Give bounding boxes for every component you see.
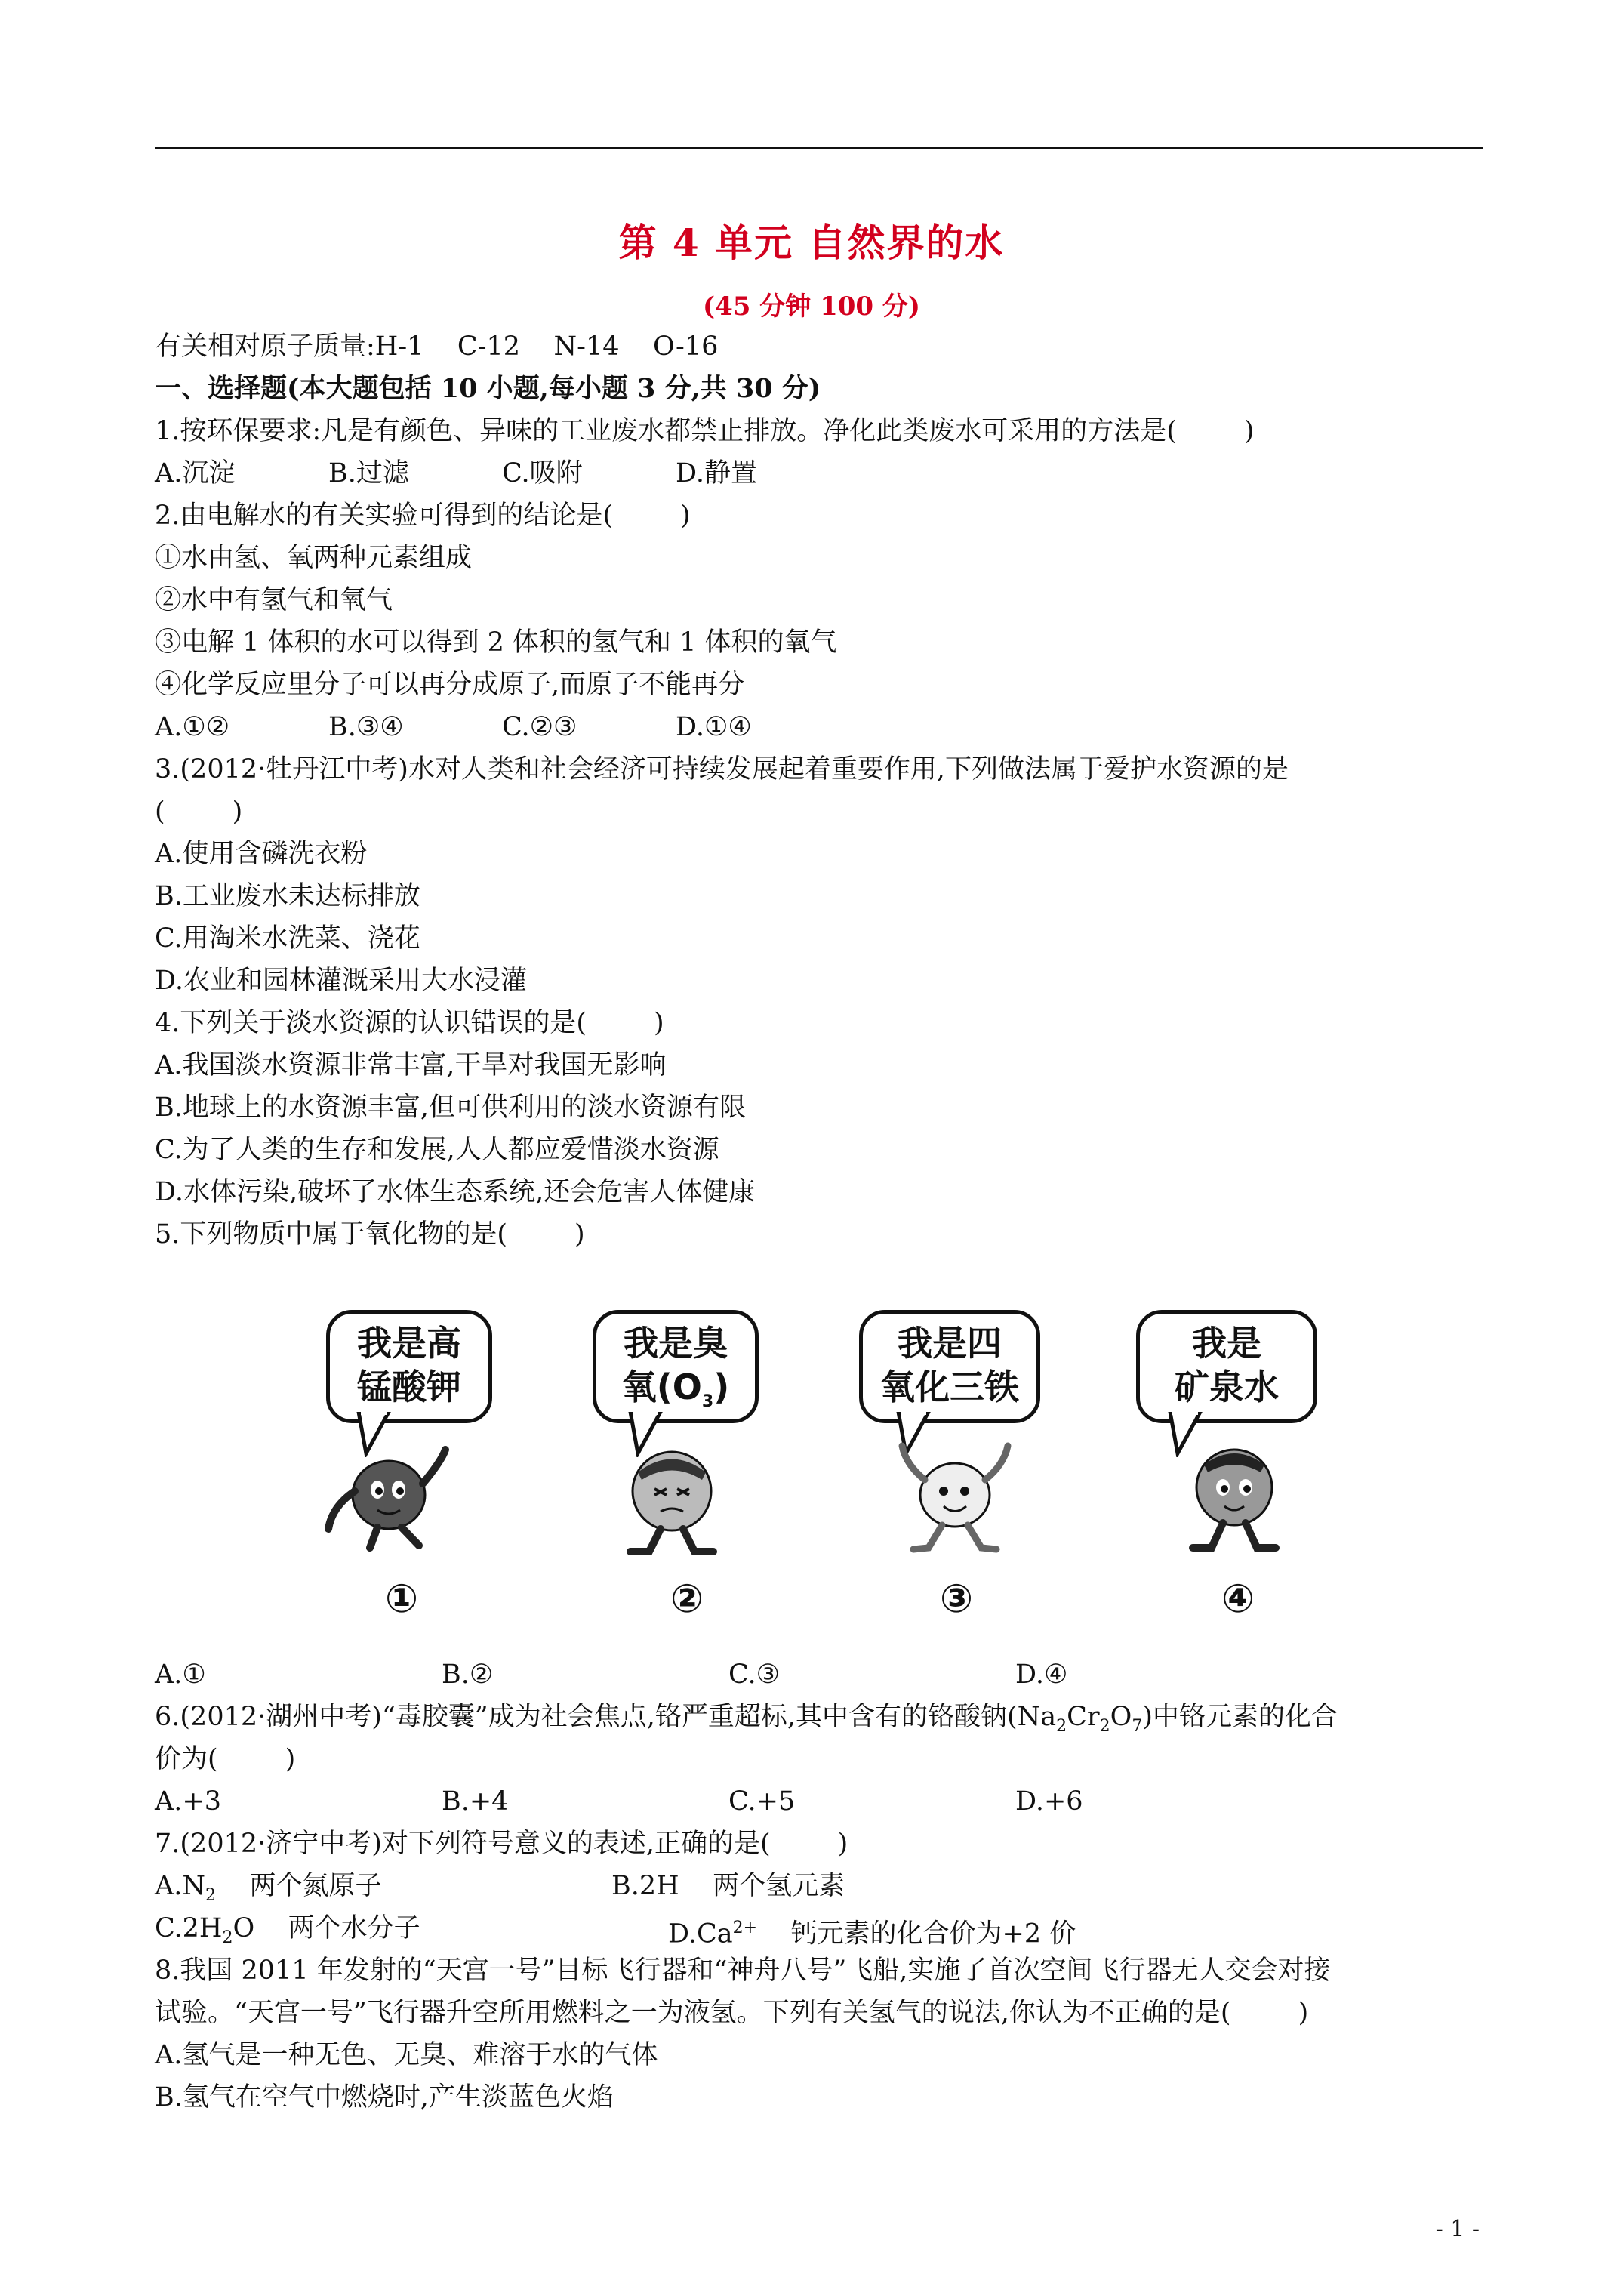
cartoon-character-4 <box>1170 1438 1298 1552</box>
page-number: - 1 - <box>1435 2216 1480 2242</box>
q3-option-b: B.工业废水未达标排放 <box>155 881 420 911</box>
q7-d-sup: 2+ <box>732 1918 758 1937</box>
question-7-stem: 7.(2012·济宁中考)对下列符号意义的表述,正确的是( ) <box>155 1829 848 1859</box>
q1-option-b: B.过滤 <box>328 458 409 488</box>
bubble-4-line-1: 我是 <box>1192 1323 1261 1364</box>
q6-sub-3: 7 <box>1132 1717 1143 1736</box>
q5-option-c: C.③ <box>728 1660 781 1690</box>
figure-label-1: ① <box>385 1576 419 1622</box>
q7-d-pre: D.Ca <box>668 1918 733 1949</box>
q7-c-pre: C.2H <box>155 1913 223 1943</box>
q6-sub-1: 2 <box>1056 1717 1067 1736</box>
q3-option-d: D.农业和园林灌溉采用大水浸灌 <box>155 966 527 996</box>
q2-option-b: B.③④ <box>328 712 404 742</box>
speech-bubble-1 <box>326 1310 492 1423</box>
question-1-stem: 1.按环保要求:凡是有颜色、异味的工业废水都禁止排放。净化此类废水可采用的方法是( ) <box>155 416 1255 446</box>
q6-option-d: D.+6 <box>1015 1786 1083 1817</box>
q4-option-c: C.为了人类的生存和发展,人人都应爱惜淡水资源 <box>155 1135 719 1165</box>
q2-option-c: C.②③ <box>502 712 577 742</box>
q6-option-b: B.+4 <box>442 1786 509 1817</box>
question-6-stem-cont: 价为( ) <box>155 1744 296 1774</box>
question-5-stem: 5.下列物质中属于氧化物的是( ) <box>155 1219 585 1250</box>
q6-text-d: )中铬元素的化合 <box>1142 1702 1338 1732</box>
q2-statement-4: ④化学反应里分子可以再分成原子,而原子不能再分 <box>155 670 745 700</box>
q2-statement-3: ③电解 1 体积的水可以得到 2 体积的氢气和 1 体积的氧气 <box>155 627 837 658</box>
speech-bubble-2 <box>593 1310 759 1423</box>
q7-a-sub: 2 <box>205 1886 217 1905</box>
bubble-1-line-2: 锰酸钾 <box>357 1367 461 1407</box>
header-rule <box>155 147 1483 149</box>
question-3-stem: 3.(2012·牡丹江中考)水对人类和社会经济可持续发展起着重要作用,下列做法属于爱护水资源的是 <box>155 754 1289 784</box>
q5-option-d: D.④ <box>1015 1660 1068 1690</box>
q5-option-a: A.① <box>155 1660 206 1690</box>
bubble-4-line-2: 矿泉水 <box>1175 1367 1279 1407</box>
bubble-3-line-1: 我是四 <box>898 1323 1002 1364</box>
bubble-2-subscript: 3 <box>701 1392 714 1412</box>
q7-option-b: B.2H 两个氢元素 <box>611 1871 845 1901</box>
bubble-2-text-b: ) <box>713 1367 730 1407</box>
question-8-stem: 8.我国 2011 年发射的“天宫一号”目标飞行器和“神舟八号”飞船,实施了首次空间飞行器无人交会对接 <box>155 1955 1331 1986</box>
bubble-2-text-a: 氧(O <box>621 1367 702 1407</box>
q2-option-a: A.①② <box>155 712 230 742</box>
q8-option-a: A.氢气是一种无色、无臭、难溶于水的气体 <box>155 2040 658 2070</box>
q2-statement-1: ①水由氢、氧两种元素组成 <box>155 543 473 573</box>
speech-bubble-3 <box>859 1310 1040 1423</box>
cartoon-character-2 <box>608 1442 736 1555</box>
q6-text-c: O <box>1110 1702 1132 1732</box>
q7-a-pre: A.N <box>155 1871 206 1901</box>
q1-option-c: C.吸附 <box>502 458 583 488</box>
q7-option-c <box>155 1912 420 1955</box>
question-3-stem-cont: ( ) <box>155 797 243 827</box>
page-title: 第 4 单元 自然界的水 <box>618 220 1005 265</box>
q6-option-c: C.+5 <box>728 1786 796 1817</box>
q2-option-d: D.①④ <box>676 712 752 742</box>
question-8-stem-cont: 试验。“天宫一号”飞行器升空所用燃料之一为液氢。下列有关氢气的说法,你认为不正确的是( ) <box>155 1998 1309 2028</box>
q1-option-a: A.沉淀 <box>155 458 236 488</box>
bubble-2-line-1: 我是臭 <box>624 1323 728 1364</box>
question-6-stem <box>155 1700 1338 1743</box>
page-subtitle: (45 分钟 100 分) <box>703 291 920 322</box>
figure-label-4: ④ <box>1221 1576 1255 1622</box>
speech-bubble-4 <box>1136 1310 1317 1423</box>
q7-c-post: O 两个水分子 <box>233 1913 420 1943</box>
q6-text-a: 6.(2012·湖州中考)“毒胶囊”成为社会焦点,铬严重超标,其中含有的铬酸钠(Na <box>155 1702 1057 1732</box>
bubble-3-line-2: 氧化三铁 <box>880 1367 1019 1407</box>
q5-option-b: B.② <box>442 1660 494 1690</box>
q7-option-a <box>155 1869 382 1912</box>
cartoon-character-1 <box>317 1438 460 1552</box>
q3-option-c: C.用淘米水洗菜、浇花 <box>155 923 420 954</box>
q7-d-post: 钙元素的化合价为+2 价 <box>757 1918 1076 1949</box>
q4-option-d: D.水体污染,破坏了水体生态系统,还会危害人体健康 <box>155 1177 756 1207</box>
question-4-stem: 4.下列关于淡水资源的认识错误的是( ) <box>155 1008 664 1038</box>
cartoon-character-3 <box>883 1435 1027 1555</box>
section-heading: 一、选择题(本大题包括 10 小题,每小题 3 分,共 30 分) <box>155 373 821 404</box>
q6-option-a: A.+3 <box>155 1786 221 1817</box>
bubble-1-line-1: 我是高 <box>357 1323 461 1364</box>
q4-option-b: B.地球上的水资源丰富,但可供利用的淡水资源有限 <box>155 1093 746 1123</box>
figure-label-2: ② <box>670 1576 704 1622</box>
figure-label-3: ③ <box>940 1576 974 1622</box>
q8-option-b: B.氢气在空气中燃烧时,产生淡蓝色火焰 <box>155 2082 614 2113</box>
q4-option-a: A.我国淡水资源非常丰富,干旱对我国无影响 <box>155 1050 667 1080</box>
q1-option-d: D.静置 <box>676 458 757 488</box>
q7-option-d <box>668 1912 1076 1951</box>
q7-a-post: 两个氮原子 <box>216 1871 382 1901</box>
atomic-masses: 有关相对原子质量:H-1 C-12 N-14 O-16 <box>155 331 719 362</box>
q6-sub-2: 2 <box>1099 1717 1110 1736</box>
q3-option-a: A.使用含磷洗衣粉 <box>155 839 368 869</box>
q2-statement-2: ②水中有氢气和氧气 <box>155 585 393 615</box>
q7-c-sub: 2 <box>222 1928 233 1947</box>
q6-text-b: Cr <box>1067 1702 1100 1732</box>
question-2-stem: 2.由电解水的有关实验可得到的结论是( ) <box>155 501 691 531</box>
